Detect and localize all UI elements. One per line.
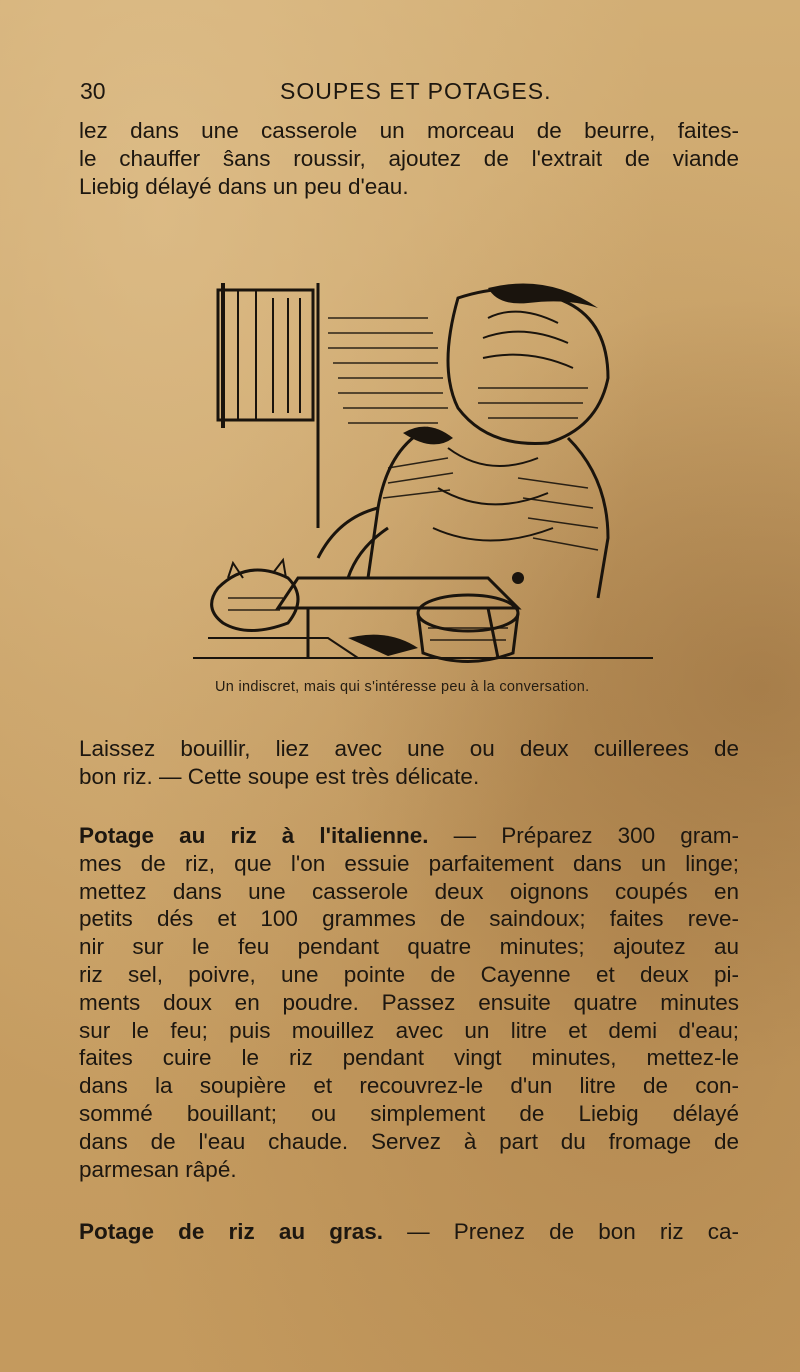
recipe-title: Potage au riz à l'italienne. [79,823,429,848]
text-line: sur le feu; puis mouillez avec un litre et demi d'eau; [79,1017,739,1043]
kitchen-scene-engraving-icon [188,278,658,673]
text-line: le chauffer ŝans roussir, ajoutez de l'extrait de viande [79,145,739,171]
text-line: Liebig délayé dans un peu d'eau. [79,173,409,199]
recipe-title: Potage de riz au gras. [79,1219,383,1244]
recipe-italienne [79,822,739,1183]
text-line: dans de l'eau chaude. Servez à part du fromage de [79,1128,739,1154]
text-line: sommé bouillant; ou simplement de Liebig délayé [79,1100,739,1126]
text-line: ments doux en poudre. Passez ensuite quatre minutes [79,989,739,1015]
text-line: parmesan râpé. [79,1156,237,1182]
page-header [80,78,720,110]
text-line: riz sel, poivre, une pointe de Cayenne et deux pi- [79,961,739,987]
text-line: mes de riz, que l'on essuie parfaitement dans un linge; [79,850,739,876]
text-line: lez dans une casserole un morceau de beurre, faites- [79,118,739,143]
text-line: faites cuire le riz pendant vingt minutes, mettez-le [79,1045,739,1071]
recipe-first-line-rest: — Prenez de bon riz ca- [383,1219,739,1244]
illustration-caption: Un indiscret, mais qui s'intéresse peu à la conversation. [215,679,590,695]
recipe-first-line [79,822,739,850]
recipe-gras [79,1218,739,1246]
text-line: nir sur le feu pendant quatre minutes; ajoutez au [79,934,739,960]
paragraph-after-image [79,735,739,791]
intro-paragraph [79,117,739,200]
text-line: bon riz. — Cette soupe est très délicate. [79,763,480,789]
recipe-first-line-rest: — Préparez 300 gram- [428,823,739,848]
text-line: dans la soupière et recouvrez-le d'un litre de con- [79,1073,739,1099]
text-line: Laissez bouillir, liez avec une ou deux cuillerees de [79,736,739,761]
recipe-first-line [79,1218,739,1246]
page-number: 30 [80,78,106,104]
text-line: petits dés et 100 grammes de saindoux; faites reve- [79,906,739,932]
text-line: mettez dans une casserole deux oignons coupés en [79,878,739,904]
running-title: SOUPES ET POTAGES. [280,78,552,104]
